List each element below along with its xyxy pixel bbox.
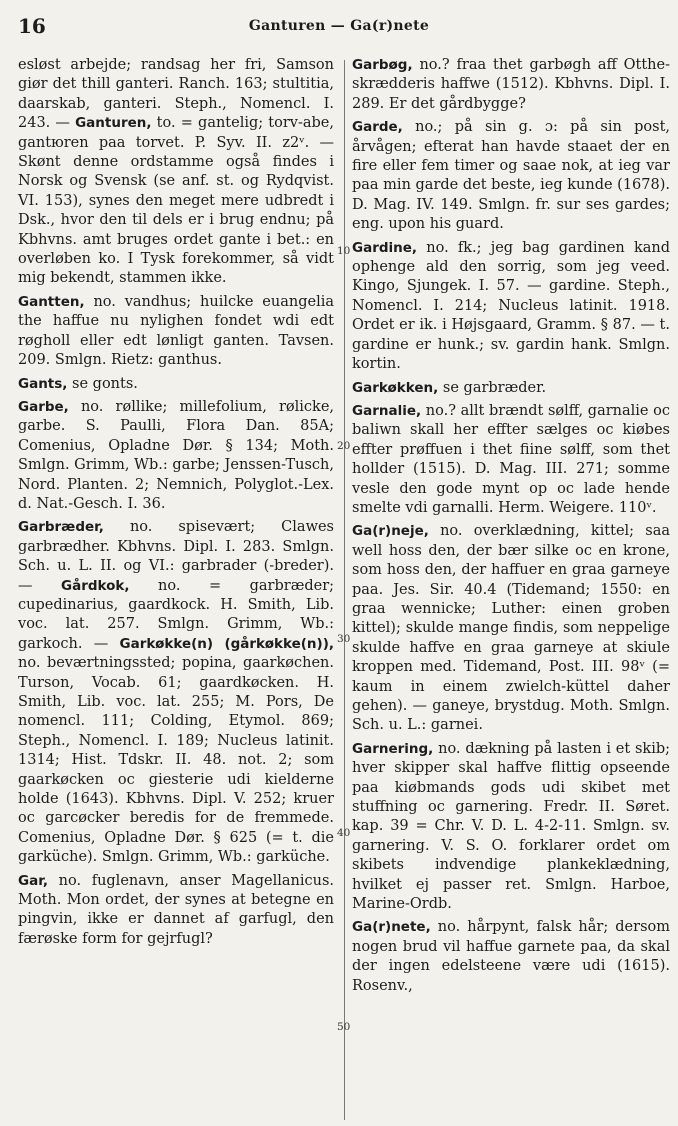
headword: Garkøkken,: [352, 379, 439, 396]
entry-text: no. = garbræder; cupedinarius, gaardkock. H. Smith, Lib. voc. lat. 257. Smlgn. Grimm, Wb.: garkoch. —: [18, 577, 335, 652]
headword: Gants,: [18, 375, 68, 392]
entry: [18, 872, 334, 950]
headword: Garbe,: [18, 398, 69, 415]
entry: [352, 56, 670, 114]
line-number: 20: [337, 440, 351, 452]
entry-text: se garbræder.: [442, 379, 547, 396]
headword: Garde,: [352, 119, 403, 136]
headword: Gantten,: [18, 293, 85, 310]
entry-text: no. overklædning, kittel; saa well hoss den, der bær silke oc en krone, som hoss den, der haffuer en graa garneye paa. Jes. Sir. 40.4 (Tidemand; 1550: en graa wennicke; Luther: einen groben kittel); skulde mange findis, som neppelige skulde haffve en graa garneye at skiule kroppen med. Tidemand, Post. III. 98ᵛ (= kaum in einem zwielch-küttel daher gehen). — ganeye, brystdug. Moth. Smlgn. Sch. u. L.: garnei.: [352, 523, 670, 734]
entry-text: no.? fraa thet garbøgh aff Otthe-skrædderis haffwe (1512). Kbhvns. Dipl. I. 289. Er det gårdbygge?: [352, 57, 670, 112]
entry-text: no. hårpynt, falsk hår; dersom nogen brud vil haffue garnete paa, da skal der ingen edelsteene være udi (1615). Rosenv.,: [352, 919, 670, 994]
headword: Gardine,: [352, 239, 418, 256]
headword: Gårdkok,: [61, 577, 130, 594]
line-number: 30: [337, 633, 351, 645]
headword: Garbræder,: [18, 519, 104, 536]
headword: Garkøkke(n) (gårkøkke(n)),: [119, 635, 334, 652]
entry-text: to. = gantelig; torv-abe, gantюren paa torvet. P. Syv. II. z2ᵛ. — Skønt denne ordstamme også findes i Norsk og Svensk (se anf. st. og Rydqvist. VI. 153), synes den meget mere udbredt i Dsk., hvor den til dels er i brug endnu; på Kbhvns. amt bruges ordet gante i bet.: en overløben ko. I Tysk forekommer, så vidt mig bekendt, stammen ikke.: [18, 115, 334, 287]
entry: [352, 522, 670, 735]
entry-continuation: [18, 56, 334, 289]
entry: [18, 293, 334, 371]
entry: [352, 239, 670, 375]
headword: Ganturen,: [75, 115, 152, 132]
entry-text: no. beværtningssted; popina, gaarkøchen. Turson, Vocab. 61; gaardkøcken. H. Smith, Lib. voc. lat. 255; M. Pors, De nomencl. 111; Colding, Etymol. 869; Steph., Nomencl. I. 189; Nucleus latinit. 1314; Hist. Tdskr. II. 48. not. 2; som gaarkøcken oc giesterie udi kielderne holde (1643). Kbhvns. Dipl. V. 252; kruer oc garcøcker beredis for de fremmede. Comenius, Opladne Dør. § 625 (= t. die garküche). Smlgn. Grimm, Wb.: garküche.: [18, 655, 334, 866]
entry: [352, 118, 670, 234]
entry-text: no.; på sin g. ɔ: på sin post, årvågen; efterat han havde staaet der en fire eller fem timer og saae nok, at ieg var paa min garde det beste, ieg kunde (1678). D. Mag. IV. 149. Smlgn. fr. sur ses gardes; eng. upon his guard.: [352, 119, 671, 233]
headword: Garnering,: [352, 740, 434, 757]
entry-text: no. spisevært; Clawes garbrædher. Kbhvns. Dipl. I. 283. Smlgn. Sch. u. L. II. og VI.: garbrader (-breder). —: [18, 519, 334, 594]
entry-text: se gonts.: [72, 375, 138, 392]
line-number: 10: [337, 245, 351, 257]
entry-text: no.? allt brændt sølff, garnalie oc baliwn skall her effter sælges oc kiøbes effter prøffuen i thet fiine sølff, som thet hollder (1515). D. Mag. III. 271; somme vesle den gode mynt op oc lade hende smelte vdi garnalli. Herm. Weigere. 110ᵛ.: [352, 402, 671, 516]
entry-text: no. fuglenavn, anser Magellanicus. Moth. Mon ordet, der synes at betegne en pingvin, ikke er dannet af garfugl, den færøske form for gejrfugl?: [18, 872, 334, 947]
line-number: 50: [337, 1021, 351, 1033]
entry: [18, 375, 334, 394]
headword: Ga(r)neje,: [352, 523, 429, 540]
entry-text: no. fk.; jeg bag gardinen kand ophenge ald den sorrig, som jeg veed. Kingo, Sjungek. I. 57. — gardine. Steph., Nomencl. I. 214; Nucleus latinit. 1918. Ordet er ik. i Højsgaard, Gramm. § 87. — t. gardine er hunk.; sv. gardin hank. Smlgn. kortin.: [352, 239, 670, 373]
entry: [18, 398, 334, 514]
right-column: [352, 56, 670, 996]
entry: [18, 518, 334, 867]
left-column: [18, 56, 334, 949]
column-divider: [344, 60, 345, 1120]
entry: [352, 379, 670, 398]
entry: [352, 740, 670, 915]
entry: [352, 402, 670, 518]
entry-text: no. dækning på lasten i et skib; hver skipper skal haffve flittig opseende paa kiøbmands gods udi skibet met stuffning oc garnering. Fredr. II. Søret. kap. 39 = Chr. V. D. L. 4-2-11. Smlgn. sv. garnering. V. S. O. forklarer ordet om skibets indvendige plankeklædning, hvilket ej passer ret. Smlgn. Harboe, Marine-Ordb.: [352, 740, 670, 913]
page-number: 16: [18, 14, 46, 38]
entry-text: no. røllike; millefolium, rølicke, garbe. S. Paulli, Flora Dan. 85A; Comenius, Opladne Dør. § 134; Moth. Smlgn. Grimm, Wb.: garbe; Jenssen-Tusch, Nord. Planten. 2; Nemnich, Polyglot.-Lex. d. Nat.-Gesch. I. 36.: [18, 398, 335, 512]
running-head: Ganturen — Ga(r)nete: [248, 18, 430, 34]
entry-text: esløst arbejde; randsag her fri, Samson giør det thill ganteri. Ranch. 163; stultitia, daarskab, ganteri. Steph., Nomencl. I. 243. —: [18, 57, 334, 132]
line-number: 40: [337, 827, 351, 839]
headword: Garnalie,: [352, 402, 422, 419]
headword: Ga(r)nete,: [352, 919, 431, 936]
entry-text: no. vandhus; huilcke euangelia the haffue nu nylighen fondet wdi edt røgholl eller edt lønligt ganten. Tavsen. 209. Smlgn. Rietz: ganthus.: [18, 293, 334, 369]
headword: Gar,: [18, 872, 48, 889]
headword: Garbøg,: [352, 57, 413, 73]
entry: [352, 918, 670, 996]
